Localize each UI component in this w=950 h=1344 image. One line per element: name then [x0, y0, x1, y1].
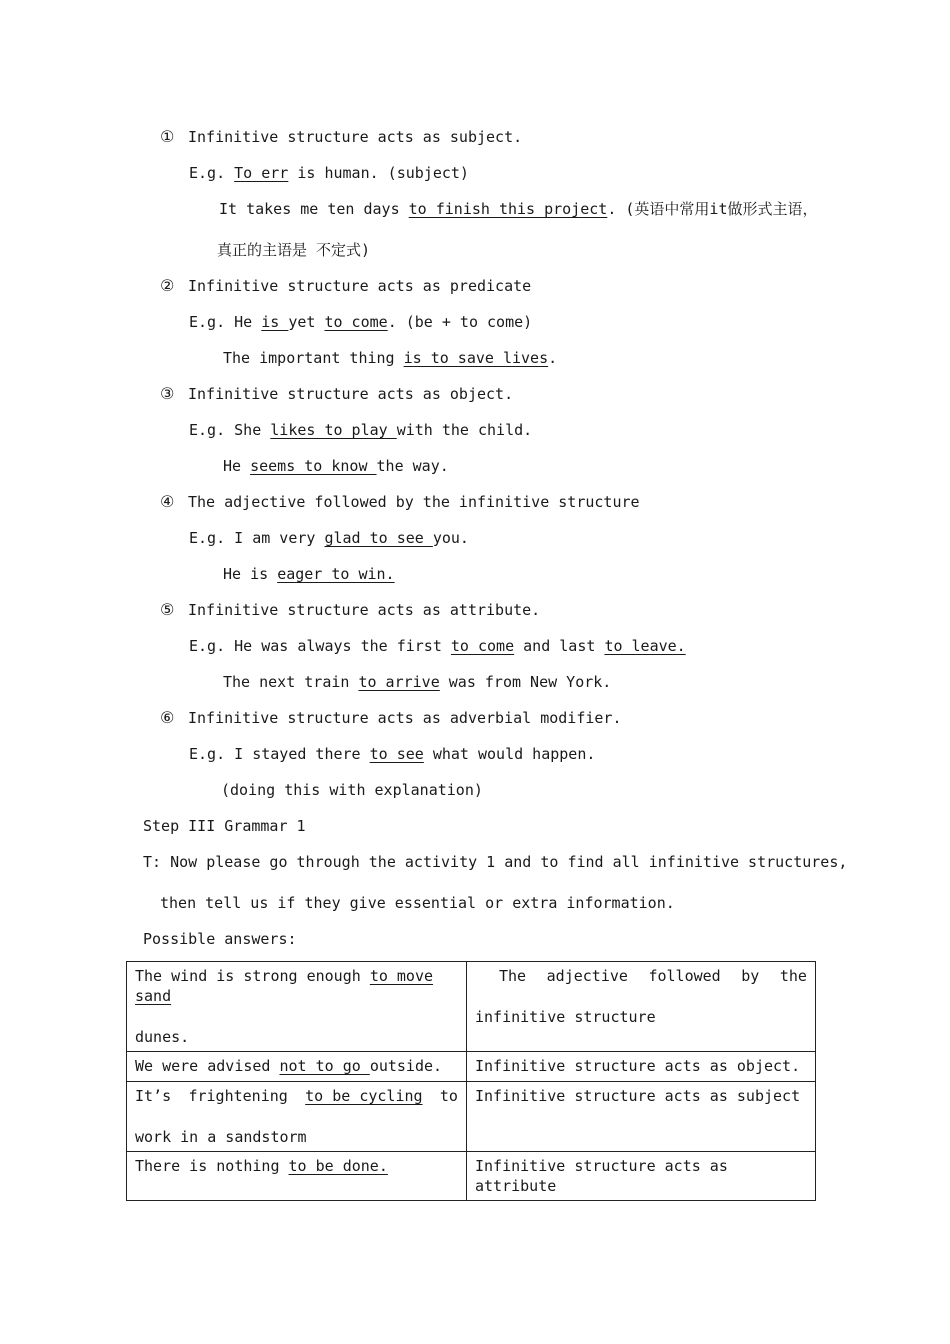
- section-3-example-2: He seems to know the way.: [223, 457, 449, 475]
- function-cell: Infinitive structure acts as subject: [467, 1082, 816, 1152]
- function-cell: Infinitive structure acts as attribute: [467, 1152, 816, 1201]
- section-2-example-2: The important thing is to save lives.: [223, 349, 558, 367]
- circled-number: ①: [160, 127, 175, 146]
- sentence-cell: The wind is strong enough to move sand dunes.: [127, 962, 467, 1052]
- circled-number: ⑤: [160, 600, 175, 619]
- section-6-heading: ⑥ Infinitive structure acts as adverbial modifier.: [160, 708, 622, 727]
- circled-number: ⑥: [160, 708, 175, 727]
- table-row: [127, 1082, 816, 1152]
- section-2-example-1: E.g. He is yet to come. (be + to come): [189, 313, 533, 331]
- table-row: [127, 1052, 816, 1082]
- section-4-example-1: E.g. I am very glad to see you.: [189, 529, 469, 547]
- section-4-heading: ④ The adjective followed by the infinitive structure: [160, 492, 640, 511]
- sentence-cell: There is nothing to be done.: [127, 1152, 467, 1201]
- sentence-cell: It’s frightening to be cycling to work in a sandstorm: [127, 1082, 467, 1152]
- function-cell: Infinitive structure acts as object.: [467, 1052, 816, 1082]
- section-1-example-2: It takes me ten days to finish this project. (英语中常用it做形式主语，: [219, 200, 818, 218]
- teacher-instruction-line-2: then tell us if they give essential or extra information.: [160, 894, 675, 912]
- section-5-example-2: The next train to arrive was from New York.: [223, 673, 612, 691]
- answers-table: [126, 961, 816, 1201]
- sentence-cell: We were advised not to go outside.: [127, 1052, 467, 1082]
- function-cell: The adjective followed by the infinitive structure: [467, 962, 816, 1052]
- circled-number: ②: [160, 276, 175, 295]
- circled-number: ③: [160, 384, 175, 403]
- section-3-example-1: E.g. She likes to play with the child.: [189, 421, 533, 439]
- section-4-example-2: He is eager to win.: [223, 565, 395, 583]
- section-2-heading: ② Infinitive structure acts as predicate: [160, 276, 532, 295]
- teacher-instruction-line-1: T: Now please go through the activity 1 and to find all infinitive structures,: [143, 853, 848, 871]
- underlined-infinitive: To err: [234, 164, 289, 182]
- section-3-heading: ③ Infinitive structure acts as object.: [160, 384, 514, 403]
- section-5-heading: ⑤ Infinitive structure acts as attribute.: [160, 600, 541, 619]
- table-row: [127, 962, 816, 1052]
- section-6-example-1: E.g. I stayed there to see what would happen.: [189, 745, 596, 763]
- section-1-example-1: E.g. To err is human. (subject): [189, 164, 469, 182]
- underlined-infinitive: to finish this project: [408, 200, 608, 218]
- section-1-example-2-continuation: 真正的主语是 不定式): [217, 241, 371, 259]
- step-heading: Step III Grammar 1: [143, 817, 306, 835]
- section-6-note: (doing this with explanation): [221, 781, 483, 799]
- circled-number: ④: [160, 492, 175, 511]
- section-5-example-1: E.g. He was always the first to come and last to leave.: [189, 637, 686, 655]
- table-row: [127, 1152, 816, 1201]
- section-1-heading: ① Infinitive structure acts as subject.: [160, 127, 523, 146]
- possible-answers-label: Possible answers:: [143, 930, 297, 948]
